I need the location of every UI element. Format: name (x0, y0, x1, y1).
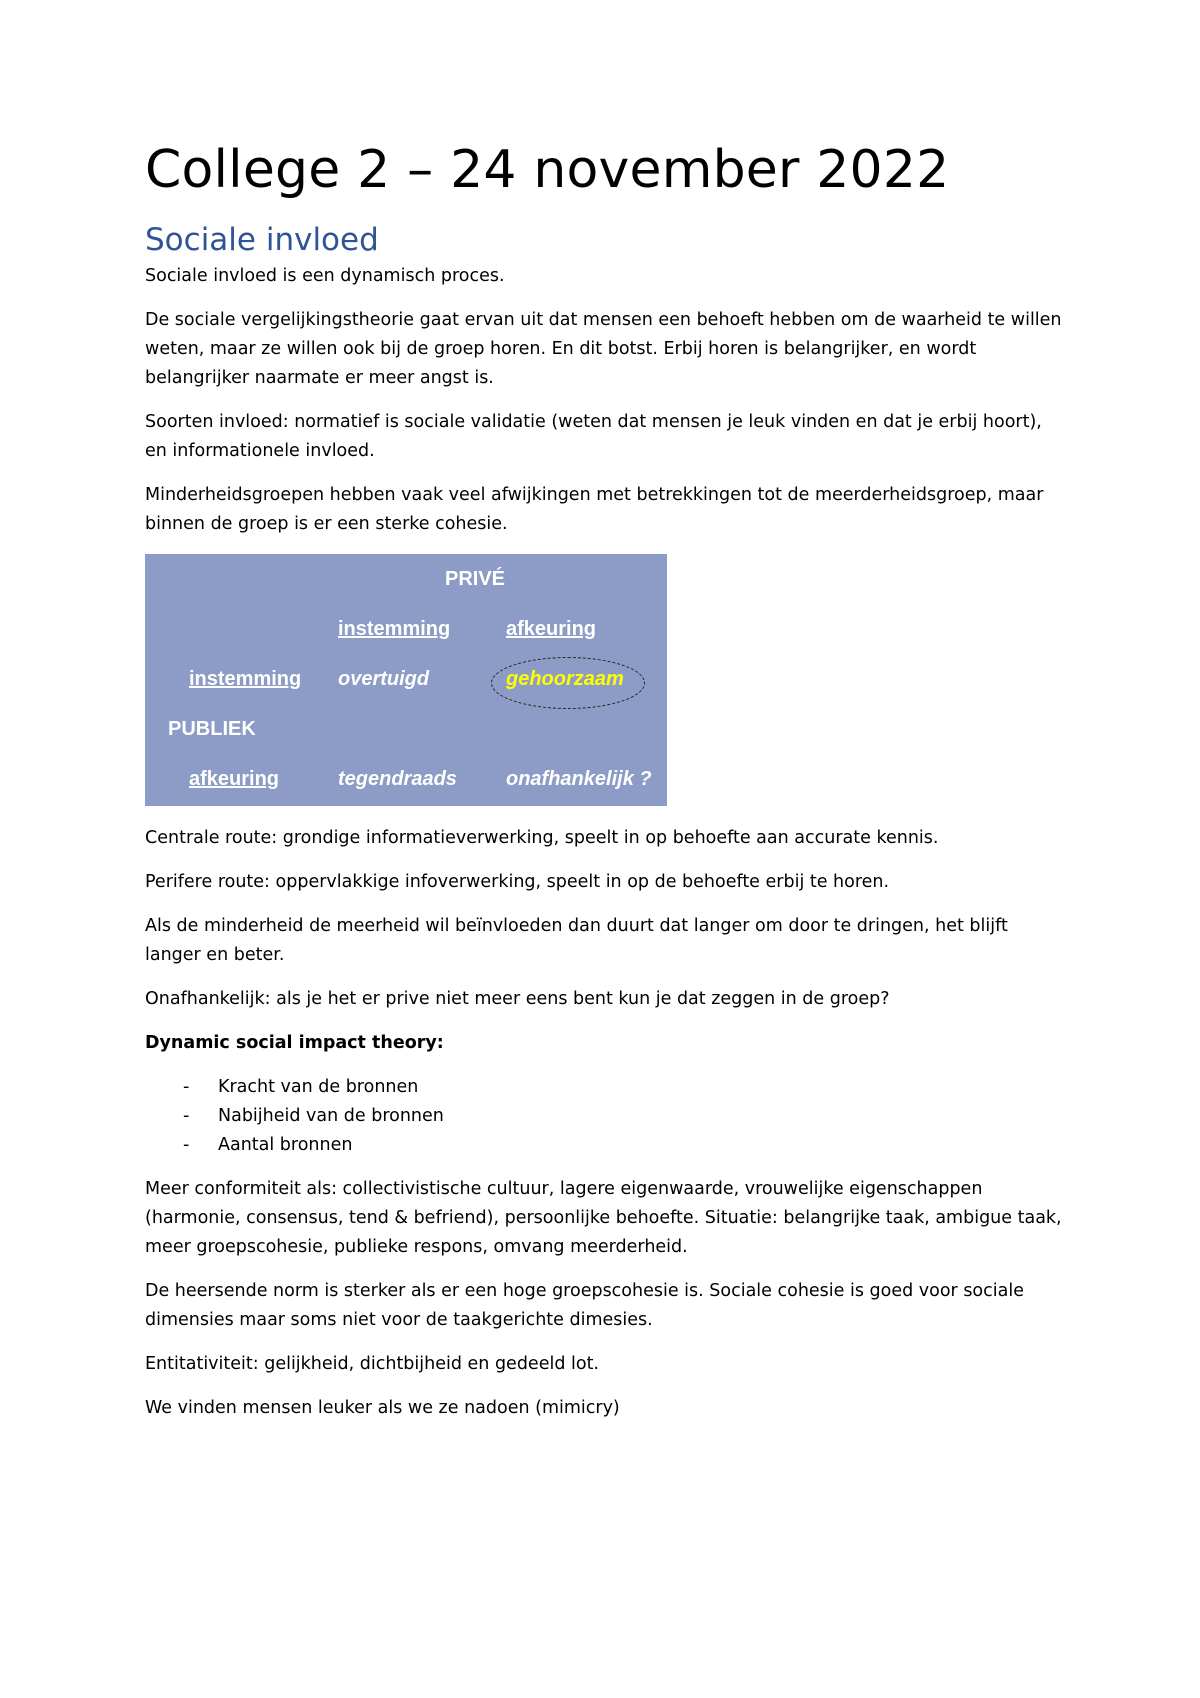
paragraph: Meer conformiteit als: collectivistische cultuur, lagere eigenwaarde, vrouwelijke eigenschappen (harmonie, consensus, tend & befriend), persoonlijke behoefte. Situatie: belangrijke taak, ambigue taak, meer groepscohesie, publieke respons, omvang meerderheid. (145, 1179, 1062, 1257)
paragraph: Soorten invloed: normatief is sociale validatie (weten dat mensen je leuk vinden en dat je erbij hoort), en informationele invloed. (145, 412, 1042, 461)
paragraph: De heersende norm is sterker als er een hoge groepscohesie is. Sociale cohesie is goed voor sociale dimensies maar soms niet voor de taakgerichte dimesies. (145, 1281, 1024, 1330)
matrix-row-instemming: instemming (189, 668, 302, 690)
matrix-row-afkeuring: afkeuring (189, 768, 280, 790)
paragraph: De sociale vergelijkingstheorie gaat ervan uit dat mensen een behoeft hebben om de waarheid te willen weten, maar ze willen ook bij de groep horen. En dit botst. Erbij horen is belangrijker, en wordt belangrijker naarmate er meer angst is. (145, 310, 1062, 388)
influence-matrix-figure (145, 554, 667, 806)
matrix-cell-gehoorzaam: gehoorzaam (506, 668, 624, 690)
paragraph: Minderheidsgroepen hebben vaak veel afwijkingen met betrekkingen tot de meerderheidsgroep, maar binnen de groep is er een sterke cohesie. (145, 485, 1044, 534)
list-item: - Kracht van de bronnen (145, 1073, 1065, 1102)
list-item: - Aantal bronnen (145, 1131, 1065, 1160)
paragraph: Sociale invloed is een dynamisch proces. (145, 266, 505, 286)
matrix-cell-overtuigd: overtuigd (338, 668, 430, 690)
theory-list (145, 1073, 1065, 1160)
matrix-cell-onafhankelijk: onafhankelijk ? (506, 768, 652, 790)
paragraph: Centrale route: grondige informatieverwerking, speelt in op behoefte aan accurate kennis. (145, 828, 939, 848)
paragraph: We vinden mensen leuker als we ze nadoen (mimicry) (145, 1398, 620, 1418)
section-heading: Sociale invloed (145, 222, 379, 258)
list-item: - Nabijheid van de bronnen (145, 1102, 1065, 1131)
paragraph: Als de minderheid de meerheid wil beïnvloeden dan duurt dat langer om door te dringen, het blijft langer en beter. (145, 916, 1008, 965)
matrix-col-afkeuring: afkeuring (506, 618, 597, 640)
matrix-header-prive: PRIVÉ (445, 568, 506, 590)
matrix-cell-tegendraads: tegendraads (338, 768, 457, 790)
document-body (145, 140, 1065, 1438)
page-title: College 2 – 24 november 2022 (145, 140, 950, 200)
matrix-col-instemming: instemming (338, 618, 451, 640)
matrix-header-publiek: PUBLIEK (168, 718, 256, 740)
theory-heading: Dynamic social impact theory: (145, 1033, 444, 1053)
paragraph: Perifere route: oppervlakkige infoverwerking, speelt in op de behoefte erbij te horen. (145, 872, 890, 892)
paragraph: Entitativiteit: gelijkheid, dichtbijheid en gedeeld lot. (145, 1354, 599, 1374)
paragraph: Onafhankelijk: als je het er prive niet meer eens bent kun je dat zeggen in de groep? (145, 989, 890, 1009)
